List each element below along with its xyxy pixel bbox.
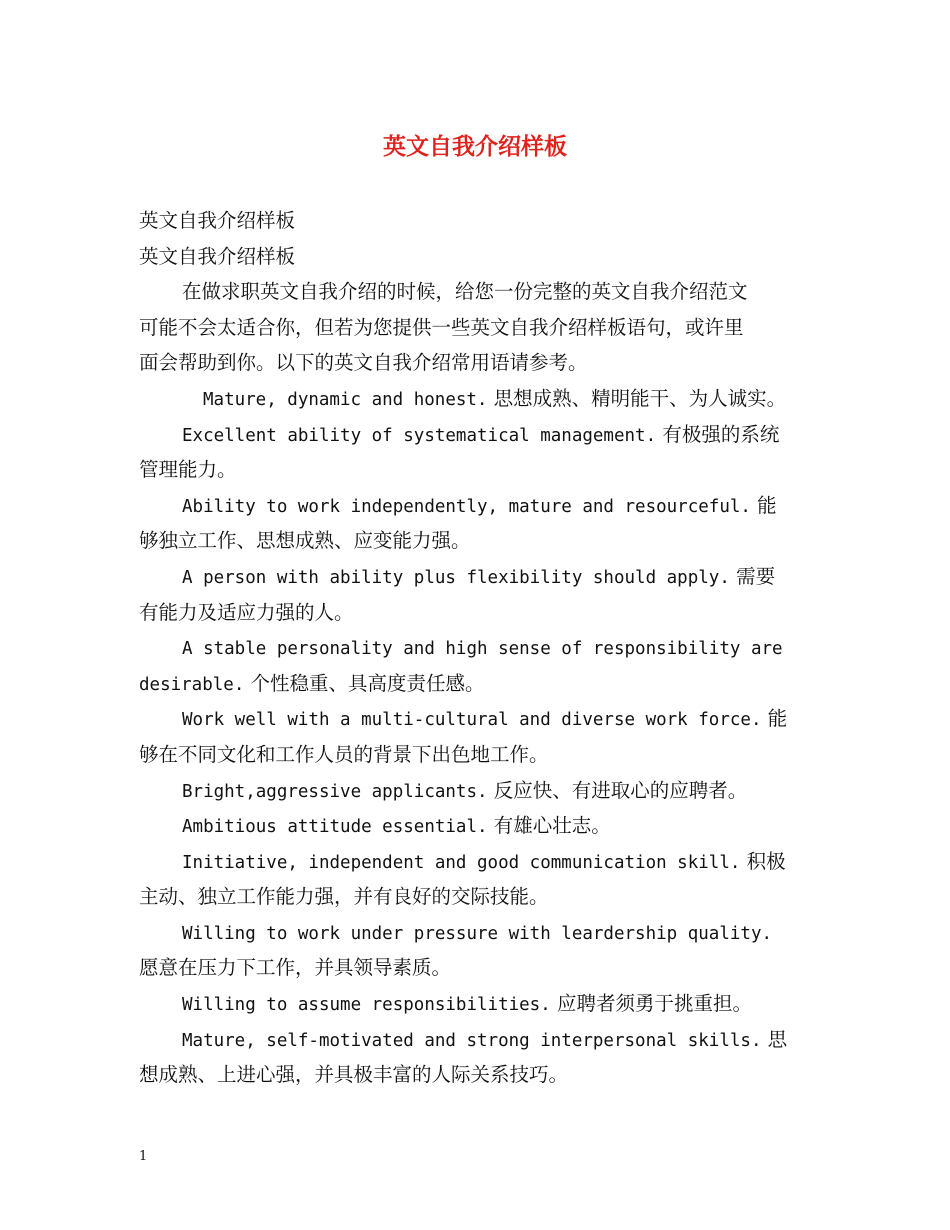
text-line bbox=[139, 879, 819, 915]
chinese-translation: 个性稳重、具高度责任感。 bbox=[244, 671, 485, 695]
chinese-translation: 有极强的系统 bbox=[656, 422, 780, 446]
chinese-translation: 有雄心壮志。 bbox=[487, 814, 611, 838]
text-line bbox=[139, 915, 819, 951]
line-text: 英文自我介绍样板 bbox=[139, 209, 296, 232]
english-phrase: Ambitious attitude essential. bbox=[182, 817, 488, 838]
text-line bbox=[139, 737, 819, 773]
chinese-translation: 能 bbox=[761, 707, 788, 731]
text-line bbox=[139, 523, 819, 559]
line-text: 想成熟、上进心强，并具极丰富的人际关系技巧。 bbox=[139, 1063, 569, 1087]
text-line bbox=[139, 345, 819, 381]
chinese-translation: 思 bbox=[761, 1027, 788, 1051]
text-line bbox=[139, 239, 819, 275]
text-line bbox=[139, 844, 819, 880]
english-phrase: A stable personality and high sense of responsibility are bbox=[182, 639, 783, 660]
chinese-translation: 积极 bbox=[740, 849, 786, 873]
text-line bbox=[139, 666, 819, 702]
chinese-translation: 反应快、有进取心的应聘者。 bbox=[487, 778, 748, 802]
text-line bbox=[139, 203, 819, 239]
english-phrase: Excellent ability of systematical management. bbox=[182, 425, 657, 446]
document-body bbox=[139, 203, 819, 1093]
text-line bbox=[139, 986, 819, 1022]
text-line bbox=[139, 950, 819, 986]
text-line bbox=[139, 1022, 819, 1058]
chinese-translation: 思想成熟、精明能干、为人诚实。 bbox=[487, 386, 787, 410]
text-line bbox=[139, 452, 819, 488]
english-phrase: Initiative, independent and good communication skill. bbox=[182, 852, 741, 873]
english-phrase: Bright,aggressive applicants. bbox=[182, 781, 488, 802]
english-phrase: Mature, self-motivated and strong interpersonal skills. bbox=[182, 1030, 762, 1051]
text-line bbox=[139, 701, 819, 737]
english-phrase: A person with ability plus flexibility should apply. bbox=[182, 567, 730, 588]
line-text: 主动、独立工作能力强，并有良好的交际技能。 bbox=[139, 885, 549, 909]
line-text: 在做求职英文自我介绍的时候，给您一份完整的英文自我介绍范文 bbox=[182, 280, 748, 304]
english-phrase: Willing to work under pressure with leardership quality. bbox=[182, 923, 773, 944]
line-text: 有能力及适应力强的人。 bbox=[139, 600, 354, 624]
line-text: 面会帮助到你。以下的英文自我介绍常用语请参考。 bbox=[139, 351, 588, 375]
text-line bbox=[139, 630, 819, 666]
text-line bbox=[139, 274, 819, 310]
chinese-translation: 能 bbox=[750, 493, 777, 517]
text-line bbox=[139, 595, 819, 631]
text-line bbox=[139, 488, 819, 524]
text-line bbox=[139, 1057, 819, 1093]
line-text: 可能不会太适合你，但若为您提供一些英文自我介绍样板语句，或许里 bbox=[139, 315, 744, 339]
english-phrase: Mature, dynamic and honest. bbox=[203, 389, 488, 410]
text-line bbox=[139, 417, 819, 453]
text-line bbox=[139, 381, 819, 417]
text-line bbox=[139, 808, 819, 844]
chinese-translation: 应聘者须勇于挑重担。 bbox=[550, 992, 752, 1016]
english-phrase: Work well with a multi-cultural and diverse work force. bbox=[182, 710, 762, 731]
page-number: 1 bbox=[139, 1149, 148, 1164]
line-text: 够在不同文化和工作人员的背景下出色地工作。 bbox=[139, 742, 549, 766]
chinese-translation: 需要 bbox=[729, 564, 776, 588]
english-phrase: Ability to work independently, mature and resourceful. bbox=[182, 496, 751, 517]
line-text: 愿意在压力下工作，并具领导素质。 bbox=[139, 956, 452, 980]
text-line bbox=[139, 773, 819, 809]
line-text: 管理能力。 bbox=[139, 458, 237, 482]
line-text: 够独立工作、思想成熟、应变能力强。 bbox=[139, 529, 471, 553]
line-text: 英文自我介绍样板 bbox=[139, 244, 296, 268]
text-line bbox=[139, 559, 819, 595]
english-phrase: desirable. bbox=[139, 674, 245, 695]
document-title: 英文自我介绍样板 bbox=[383, 133, 567, 160]
text-line bbox=[139, 310, 819, 346]
english-phrase: Willing to assume responsibilities. bbox=[182, 995, 551, 1016]
